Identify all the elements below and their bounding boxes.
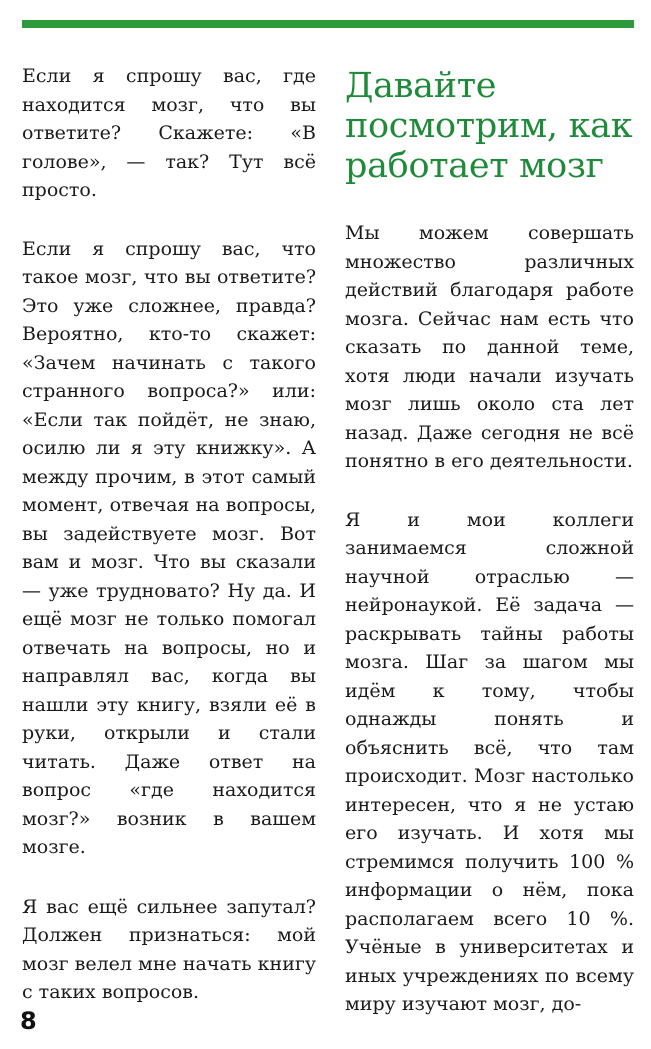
- paragraph-what-is-brain: Если я спрошу вас, что такое мозг, что вы ответите? Это уже сложнее, правда? Вероятно, кто-то скажет: «Зачем начинать с такого странного вопроса?» или: «Если так пойдёт, не знаю, осилю ли я эту книжку». А между прочим, в этот самый момент, отвечая на вопросы, вы задействуете мозг. Вот вам и мозг. Что вы сказали — уже трудновато? Ну да. И ещё мозг не только помогал отвечать на вопросы, но и направлял вас, когда вы нашли эту книгу, взяли её в руки, открыли и стали читать. Даже ответ на вопрос «где находится мозг?» возник в вашем мозге.: [22, 237, 316, 858]
- paragraph-brain-actions: Мы можем совершать множество различных действий благодаря работе мозга. Сейчас нам есть что сказать по данной теме, хотя люди начали изучать мозг лишь около ста лет назад. Даже сегодня не всё понятно в его деятельности.: [345, 222, 634, 472]
- paragraph-where-is-brain: Если я спрошу вас, где находится мозг, что вы ответите? Скажете: «В голове», — так? Тут всё просто.: [22, 65, 316, 201]
- page-number: 8: [20, 1007, 37, 1035]
- left-text-column: [22, 62, 316, 1037]
- right-text-column: [345, 62, 634, 1049]
- paragraph-neuroscience: Я и мои коллеги занимаемся сложной научной отраслью — нейронаукой. Её задача — раскрывать тайны работы мозга. Шаг за шагом мы идём к тому, чтобы однажды понять и объяснить всё, что там происходит. Мозг настолько интересен, что я не устаю его изучать. И хотя мы стремимся получить 100 % информации о нём, пока располагаем всего 10 %. Учёные в университетах и иных учреждениях по всему миру изучают мозг, до-: [345, 508, 634, 1015]
- paragraph-confused: Я вас ещё сильнее запутал? Должен признаться: мой мозг велел мне начать книгу с таких вопросов.: [22, 895, 316, 1003]
- section-heading: Давайте посмотрим, как работает мозг: [345, 66, 633, 186]
- top-green-rule: [22, 20, 634, 28]
